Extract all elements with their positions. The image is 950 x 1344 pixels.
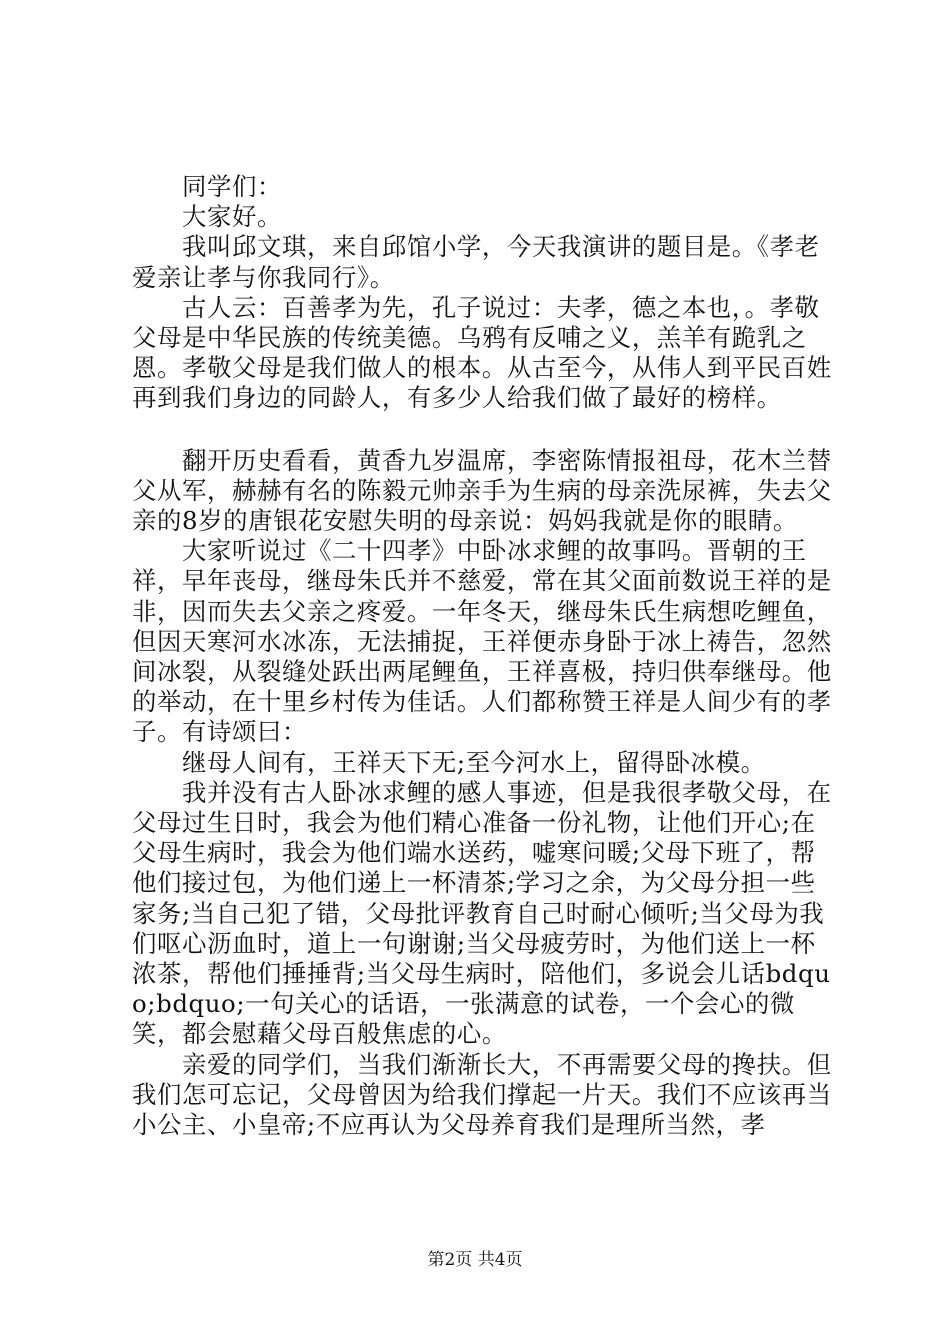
page-total: 共4页 [477,1250,523,1270]
paragraph-greeting: 同学们： [182,172,282,201]
page-footer [0,1245,950,1270]
page-number: 第2页 [427,1250,473,1270]
paragraph-appeal: 亲爱的同学们，当我们渐渐长大，不再需要父母的搀扶。但我们怎可忘记，父母曾因为给我们撑起一片天。我们不应该再当小公主、小皇帝;不应再认为父母养育我们是理所当然，孝 [132,1049,832,1140]
paragraph-intro: 我叫邱文琪，来自邱馆小学，今天我演讲的题目是。《孝老爱亲让孝与你我同行》。 [132,232,820,292]
paragraph-ancient-saying: 古人云：百善孝为先，孔子说过：夫孝，德之本也，。孝敬父母是中华民族的传统美德。乌鸦有反哺之义，羔羊有跪乳之恩。孝敬父母是我们做人的根本。从古至今，从伟人到平民百姓再到我们身边的同龄人，有多少人给我们做了最好的榜样。 [132,292,832,413]
paragraph-story: 大家听说过《二十四孝》中卧冰求鲤的故事吗。晋朝的王祥，早年丧母，继母朱氏并不慈爱，常在其父面前数说王祥的是非，因而失去父亲之疼爱。一年冬天，继母朱氏生病想吃鲤鱼，但因天寒河水冰冻，无法捕捉，王祥便赤身卧于冰上祷告，忽然间冰裂，从裂缝处跃出两尾鲤鱼，王祥喜极，持归供奉继母。他的举动，在十里乡村传为佳话。人们都称赞王祥是人间少有的孝子。有诗颂曰： [132,536,832,747]
document-body [132,172,832,1140]
paragraph-poem: 继母人间有，王祥天下无;至今河水上，留得卧冰模。 [182,747,766,777]
paragraph-hello: 大家好。 [182,202,282,232]
paragraph-personal: 我并没有古人卧冰求鲤的感人事迹，但是我很孝敬父母，在父母过生日时，我会为他们精心准备一份礼物，让他们开心;在父母生病时，我会为他们端水送药，嘘寒问暖;父母下班了，帮他们接过包，为他们递上一杯清茶;学习之余，为父母分担一些家务;当自己犯了错，父母批评教育自己时耐心倾听;当父母为我们呕心沥血时，道上一句谢谢;当父母疲劳时，为他们送上一杯浓茶，帮他们捶捶背;当父母生病时，陪他们，多说会儿话bdquo;bdquo;一句关心的话语，一张满意的试卷，一个会心的微笑，都会慰藉父母百般焦虑的心。 [132,777,832,1049]
paragraph-history: 翻开历史看看，黄香九岁温席，李密陈情报祖母，花木兰替父从军，赫赫有名的陈毅元帅亲手为生病的母亲洗尿裤，失去父亲的8岁的唐银花安慰失明的母亲说：妈妈我就是你的眼睛。 [132,445,832,536]
